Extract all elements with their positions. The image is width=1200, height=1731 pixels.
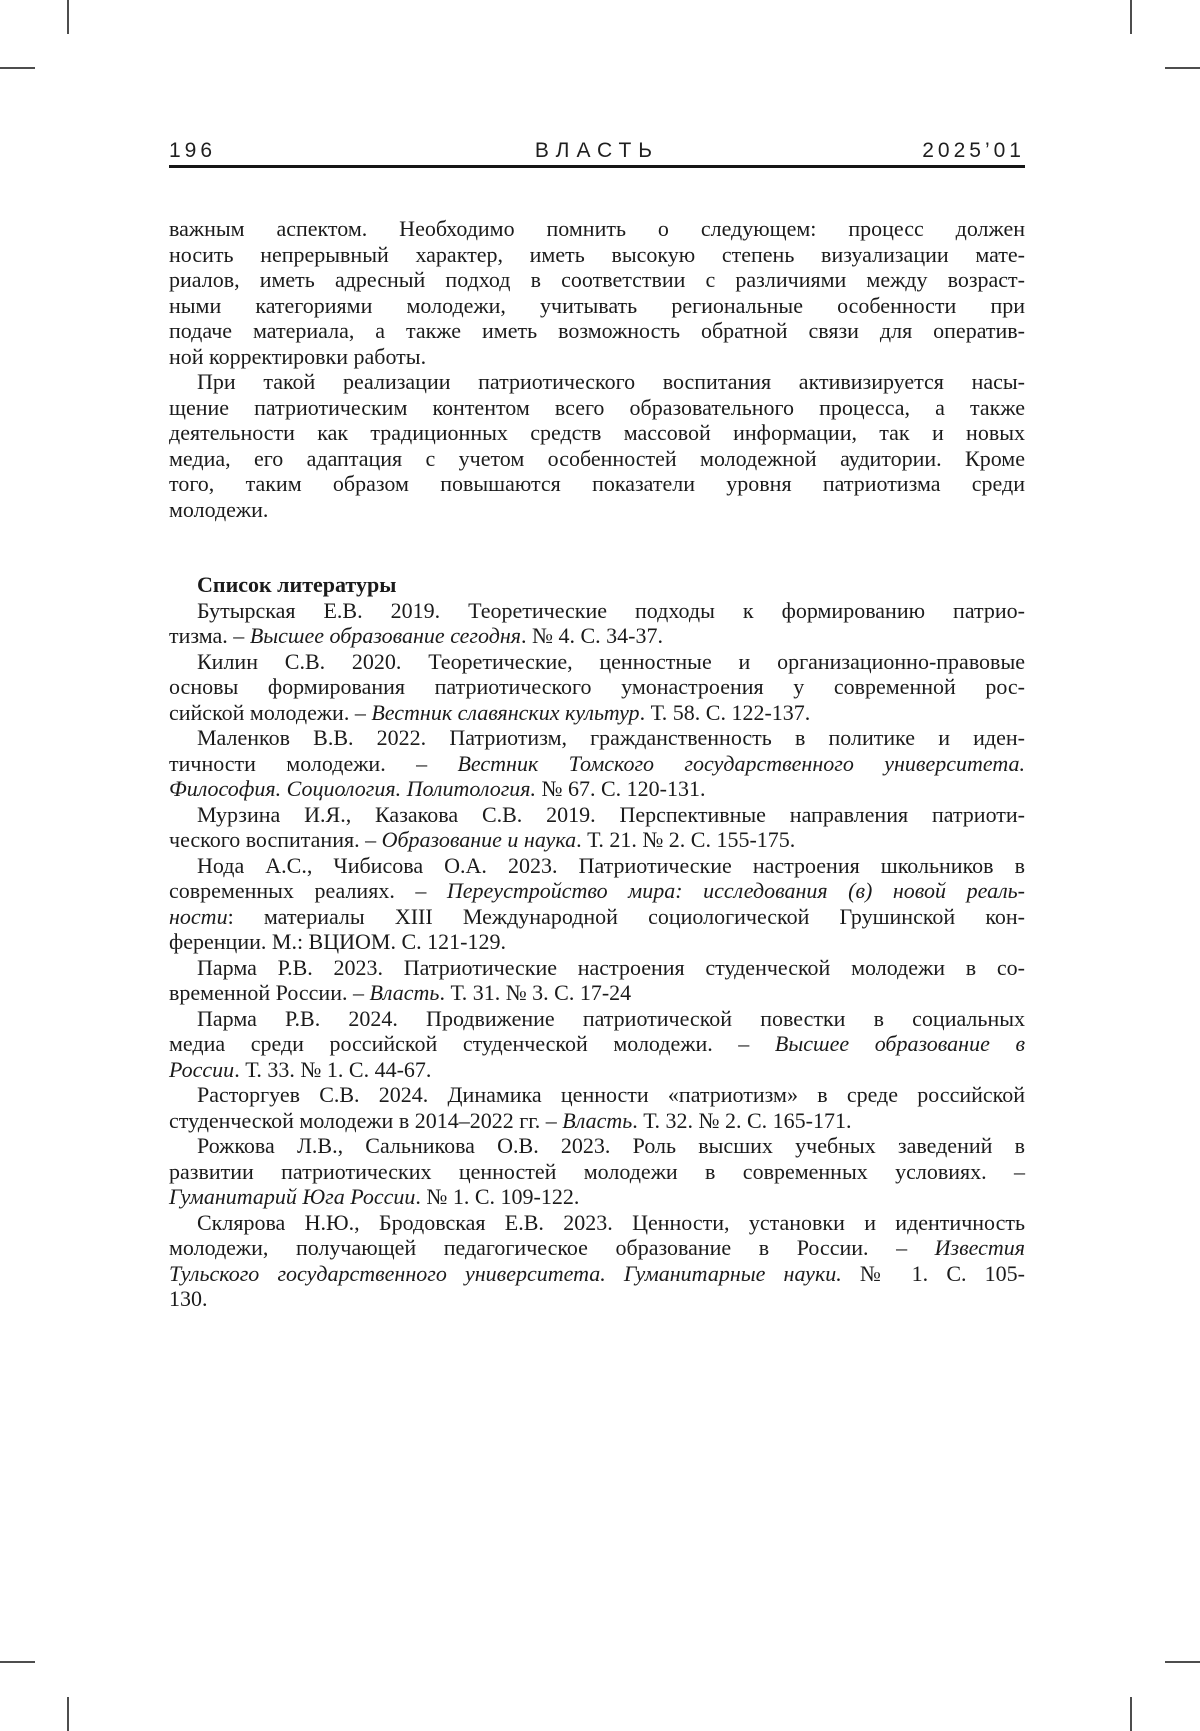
journal-title: ВЛАСТЬ [534, 139, 660, 162]
text-line: ными категориями молодежи, учитывать региональные особенности при [169, 292, 1025, 318]
text-line: Мурзина И.Я., Казакова С.В. 2019. Перспективные направления патриоти- [197, 801, 1025, 827]
text-line: Расторгуев С.В. 2024. Динамика ценности «патриотизм» в среде российской [197, 1082, 1025, 1107]
text-line: того, таким образом повышаются показатели уровня патриотизма среди [169, 471, 1025, 496]
reference-entry [169, 598, 1025, 649]
crop-mark [0, 1661, 35, 1663]
crop-mark [0, 67, 35, 69]
text-line: сийской молодежи. – Вестник славянских культур. Т. 58. С. 122-137. [169, 699, 811, 725]
reference-entry [169, 1082, 1025, 1133]
reference-entry [169, 649, 1025, 726]
references-heading: Список литературы [197, 572, 397, 597]
text-line: деятельности как традиционных средств массовой информации, так и новых [169, 420, 1025, 445]
header-rule [169, 165, 1025, 168]
text-line: Нода А.С., Чибисова О.А. 2023. Патриотические настроения школьников в [197, 852, 1025, 878]
text-line: Склярова Н.Ю., Бродовская Е.В. 2023. Ценности, установки и идентичность [197, 1209, 1025, 1235]
text-line: медиа среди российской студенческой молодежи. – Высшее образование в [169, 1031, 1025, 1056]
text-line: развитии патриотических ценностей молодежи в современных условиях. – [169, 1158, 1025, 1184]
text-line: Философия. Социология. Политология. № 67. С. 120-131. [169, 776, 706, 801]
text-line: медиа, его адаптация с учетом особенностей молодежной аудитории. Кроме [169, 445, 1025, 471]
text-line: Парма Р.В. 2024. Продвижение патриотической повестки в социальных [197, 1005, 1025, 1031]
reference-entry [169, 802, 1025, 853]
text-line: 130. [169, 1286, 208, 1311]
text-line: важным аспектом. Необходимо помнить о следующем: процесс должен [169, 216, 1025, 241]
page-number: 196 [169, 139, 217, 162]
reference-entry [169, 725, 1025, 802]
text-line: Килин С.В. 2020. Теоретические, ценностные и организационно-правовые [197, 648, 1025, 674]
text-line: Бутырская Е.В. 2019. Теоретические подходы к формированию патрио- [197, 597, 1025, 623]
reference-entry [169, 955, 1025, 1006]
text-line: ной корректировки работы. [169, 343, 427, 369]
text-line: студенческой молодежи в 2014–2022 гг. – Власть. Т. 32. № 2. С. 165-171. [169, 1107, 852, 1133]
text-line: молодежи. [169, 496, 269, 522]
reference-entry [169, 1210, 1025, 1312]
reference-entry [169, 1006, 1025, 1083]
text-line: временной России. – Власть. Т. 31. № 3. С. 17-24 [169, 980, 632, 1005]
text-line: Парма Р.В. 2023. Патриотические настроения студенческой молодежи в со- [197, 954, 1025, 980]
text-line: основы формирования патриотического умонастроения у современной рос- [169, 674, 1025, 699]
reference-entry [169, 853, 1025, 955]
crop-mark [67, 1697, 69, 1731]
text-line: Гуманитарий Юга России. № 1. С. 109-122. [169, 1184, 580, 1209]
text-line: риалов, иметь адресный подход в соответствии с различиями между возраст- [169, 267, 1025, 292]
text-line: При такой реализации патриотического воспитания активизируется насы- [197, 369, 1025, 394]
running-head [169, 140, 1025, 162]
text-line: носить непрерывный характер, иметь высокую степень визуализации мате- [169, 241, 1025, 267]
crop-mark [67, 0, 69, 34]
text-column [169, 216, 1025, 1312]
text-line: Рожкова Л.В., Сальникова О.В. 2023. Роль высших учебных заведений в [197, 1133, 1025, 1158]
text-line: подаче материала, а также иметь возможность обратной связи для оператив- [169, 318, 1025, 343]
crop-mark [1165, 67, 1200, 69]
text-line: современных реалиях. – Переустройство мира: исследования (в) новой реаль- [169, 878, 1025, 903]
text-line: ческого воспитания. – Образование и наука. Т. 21. № 2. С. 155-175. [169, 827, 796, 852]
text-line: ности: материалы XIII Международной социологической Грушинской кон- [169, 903, 1025, 929]
issue-label: 2025’01 [922, 139, 1025, 162]
text-line: ференции. М.: ВЦИОМ. С. 121-129. [169, 929, 506, 954]
text-line: молодежи, получающей педагогическое образование в России. – Известия [169, 1235, 1025, 1260]
body-paragraph [169, 216, 1025, 369]
crop-mark [1165, 1661, 1200, 1663]
text-line: Тульского государственного университета. Гуманитарные науки. № 1. С. 105- [169, 1260, 1025, 1286]
crop-mark [1130, 0, 1132, 34]
text-line: Маленков В.В. 2022. Патриотизм, гражданственность в политике и иден- [197, 725, 1025, 750]
text-line: тичности молодежи. – Вестник Томского государственного университета. [169, 750, 1025, 776]
text-line: России. Т. 33. № 1. С. 44-67. [169, 1056, 432, 1082]
body-paragraph [169, 369, 1025, 522]
text-line: тизма. – Высшее образование сегодня. № 4. С. 34-37. [169, 623, 663, 648]
text-line: щение патриотическим контентом всего образовательного процесса, а также [169, 394, 1025, 420]
crop-mark [1130, 1697, 1132, 1731]
reference-entry [169, 1133, 1025, 1210]
